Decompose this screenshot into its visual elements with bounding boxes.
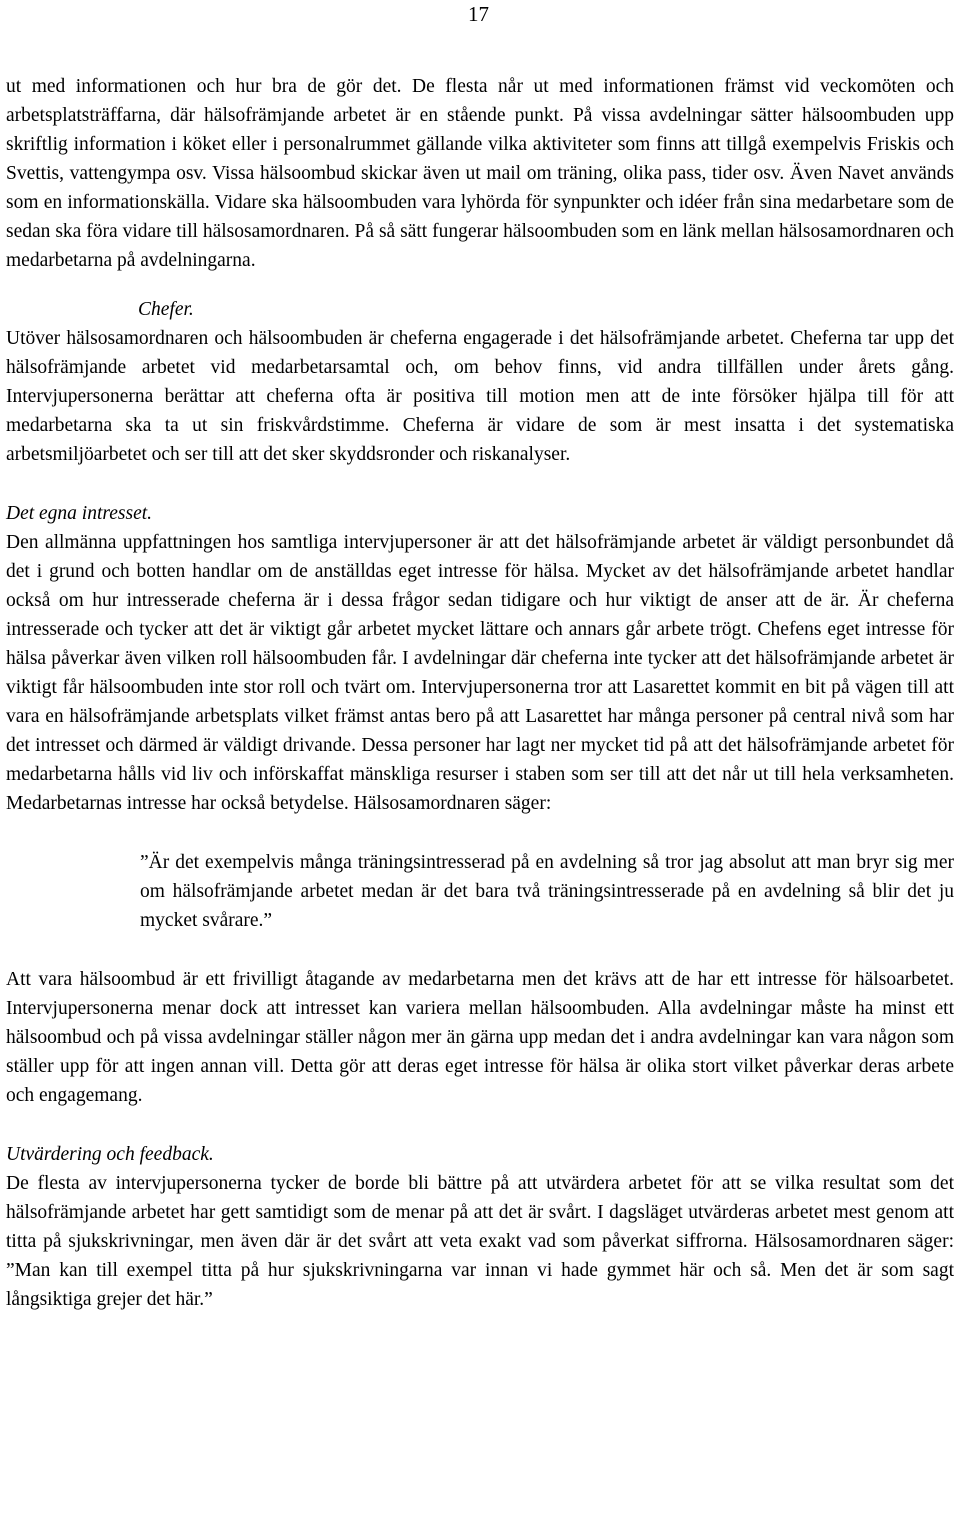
spacer xyxy=(6,935,954,965)
paragraph-intresset: Den allmänna uppfattningen hos samtliga intervjupersoner är att det hälsofrämjande arbetet är väldigt personbundet då det i grund och botten handlar om de anställdas eget intresse för hälsa. Mycket av det hälsofrämjande arbetet handlar också om hur intresserade cheferna är i dessa frågor sedan tidigare och hur viktigt de anser att de är. Är cheferna intresserade och tycker att det är viktigt går arbetet mycket lättare och annars går arbete trögt. Chefens eget intresse för hälsa påverkar även vilken roll hälsoombuden får. I avdelningar där cheferna inte tycker att det hälsofrämjande arbetet är viktigt får hälsoombuden inte stor roll och tvärt om. Intervjupersonerna tror att Lasarettet kommit en bit på vägen till att vara en hälsofrämjande arbetsplats vilket främst antas bero på att Lasarettet har många personer på central nivå som har det intresset och därmed är väldigt drivande. Dessa personer har lagt ner mycket tid på att det hälsofrämjande arbetet för medarbetarna hålls vid liv och införskaffat mänskliga resurser i staben som ser till att det når ut till hela verksamheten. Medarbetarnas intresse har också betydelse. Hälsosamordnaren säger: xyxy=(6,532,954,814)
block-quote: ”Är det exempelvis många träningsintresserad på en avdelning så tror jag absolut att man bryr sig mer om hälsofrämjande arbetet medan är det bara två träningsintresserade på en avdelning så blir det ju mycket svårare.” xyxy=(140,852,954,931)
spacer xyxy=(6,275,954,295)
page-number: 17 xyxy=(468,2,489,26)
paragraph-halsoombud: Att vara hälsoombud är ett frivilligt åtagande av medarbetarna men det krävs att de har ett intresse för hälsoarbetet. Intervjupersonerna menar dock att intresset kan variera mellan hälsoombuden. Alla avdelningar måste ha minst ett hälsoombud och på vissa avdelningar ställer någon mer än gärna upp medan det i andra avdelningar kan vara någon som ställer upp för att ingen annan vill. Detta gör att deras eget intresse för hälsa är olika stort vilket påverkar deras arbete och engagemang. xyxy=(6,969,954,1106)
paragraph-utvardering: De flesta av intervjupersonerna tycker de borde bli bättre på att utvärdera arbetet för att se vilka resultat som det hälsofrämjande arbetet har gett samtidigt som de menar på att det är svårt. I dagsläget utvärderas arbetet mest genom att titta på sjukskrivningar, men även där är det svårt att veta exakt vad som påverkat siffrorna. Hälsosamordnaren säger: ”Man kan till exempel titta på hur sjukskrivningarna var innan vi hade gymmet här och så. Men det är som sagt långsiktiga grejer det här.” xyxy=(6,1173,954,1310)
paragraph-information: ut med informationen och hur bra de gör det. De flesta når ut med informationen främst vid veckomöten och arbetsplatsträffarna, där hälsofrämjande arbetet är en stående punkt. På vissa avdelningar sätter hälsoombuden upp skriftlig information i köket eller i personalrummet gällande vilka aktiviteter som finns att tillgå exempelvis Friskis och Svettis, vattengympa osv. Vissa hälsoombud skickar även ut mail om träning, olika pass, tider osv. Även Navet används som en informationskälla. Vidare ska hälsoombuden vara lyhörda för synpunkter och idéer från sina medarbetare som de sedan ska föra vidare till hälsosamordnaren. På så sätt fungerar hälsoombuden som en länk mellan hälsosamordnaren och medarbetarna på avdelningarna. xyxy=(6,76,954,271)
document-body xyxy=(6,72,954,1314)
heading-det-egna-intresset: Det egna intresset. xyxy=(6,503,153,524)
spacer xyxy=(6,469,954,499)
spacer xyxy=(6,818,954,848)
heading-chefer: Chefer. xyxy=(138,299,194,320)
paragraph-chefer: Utöver hälsosamordnaren och hälsoombuden är cheferna engagerade i det hälsofrämjande arbetet. Cheferna tar upp det hälsofrämjande arbetet vid medarbetarsamtal och, om behov finns, vid andra tillfällen under årets gång. Intervjupersonerna berättar att cheferna ofta är positiva till motion men att de inte försöker hjälpa till för att medarbetarna ska ta ut sin friskvårdstimme. Cheferna är vidare de som är mest insatta i det systematiska arbetsmiljöarbetet och ser till att det sker skyddsronder och riskanalyser. xyxy=(6,328,954,465)
heading-utvardering: Utvärdering och feedback. xyxy=(6,1144,214,1165)
spacer xyxy=(6,1110,954,1140)
